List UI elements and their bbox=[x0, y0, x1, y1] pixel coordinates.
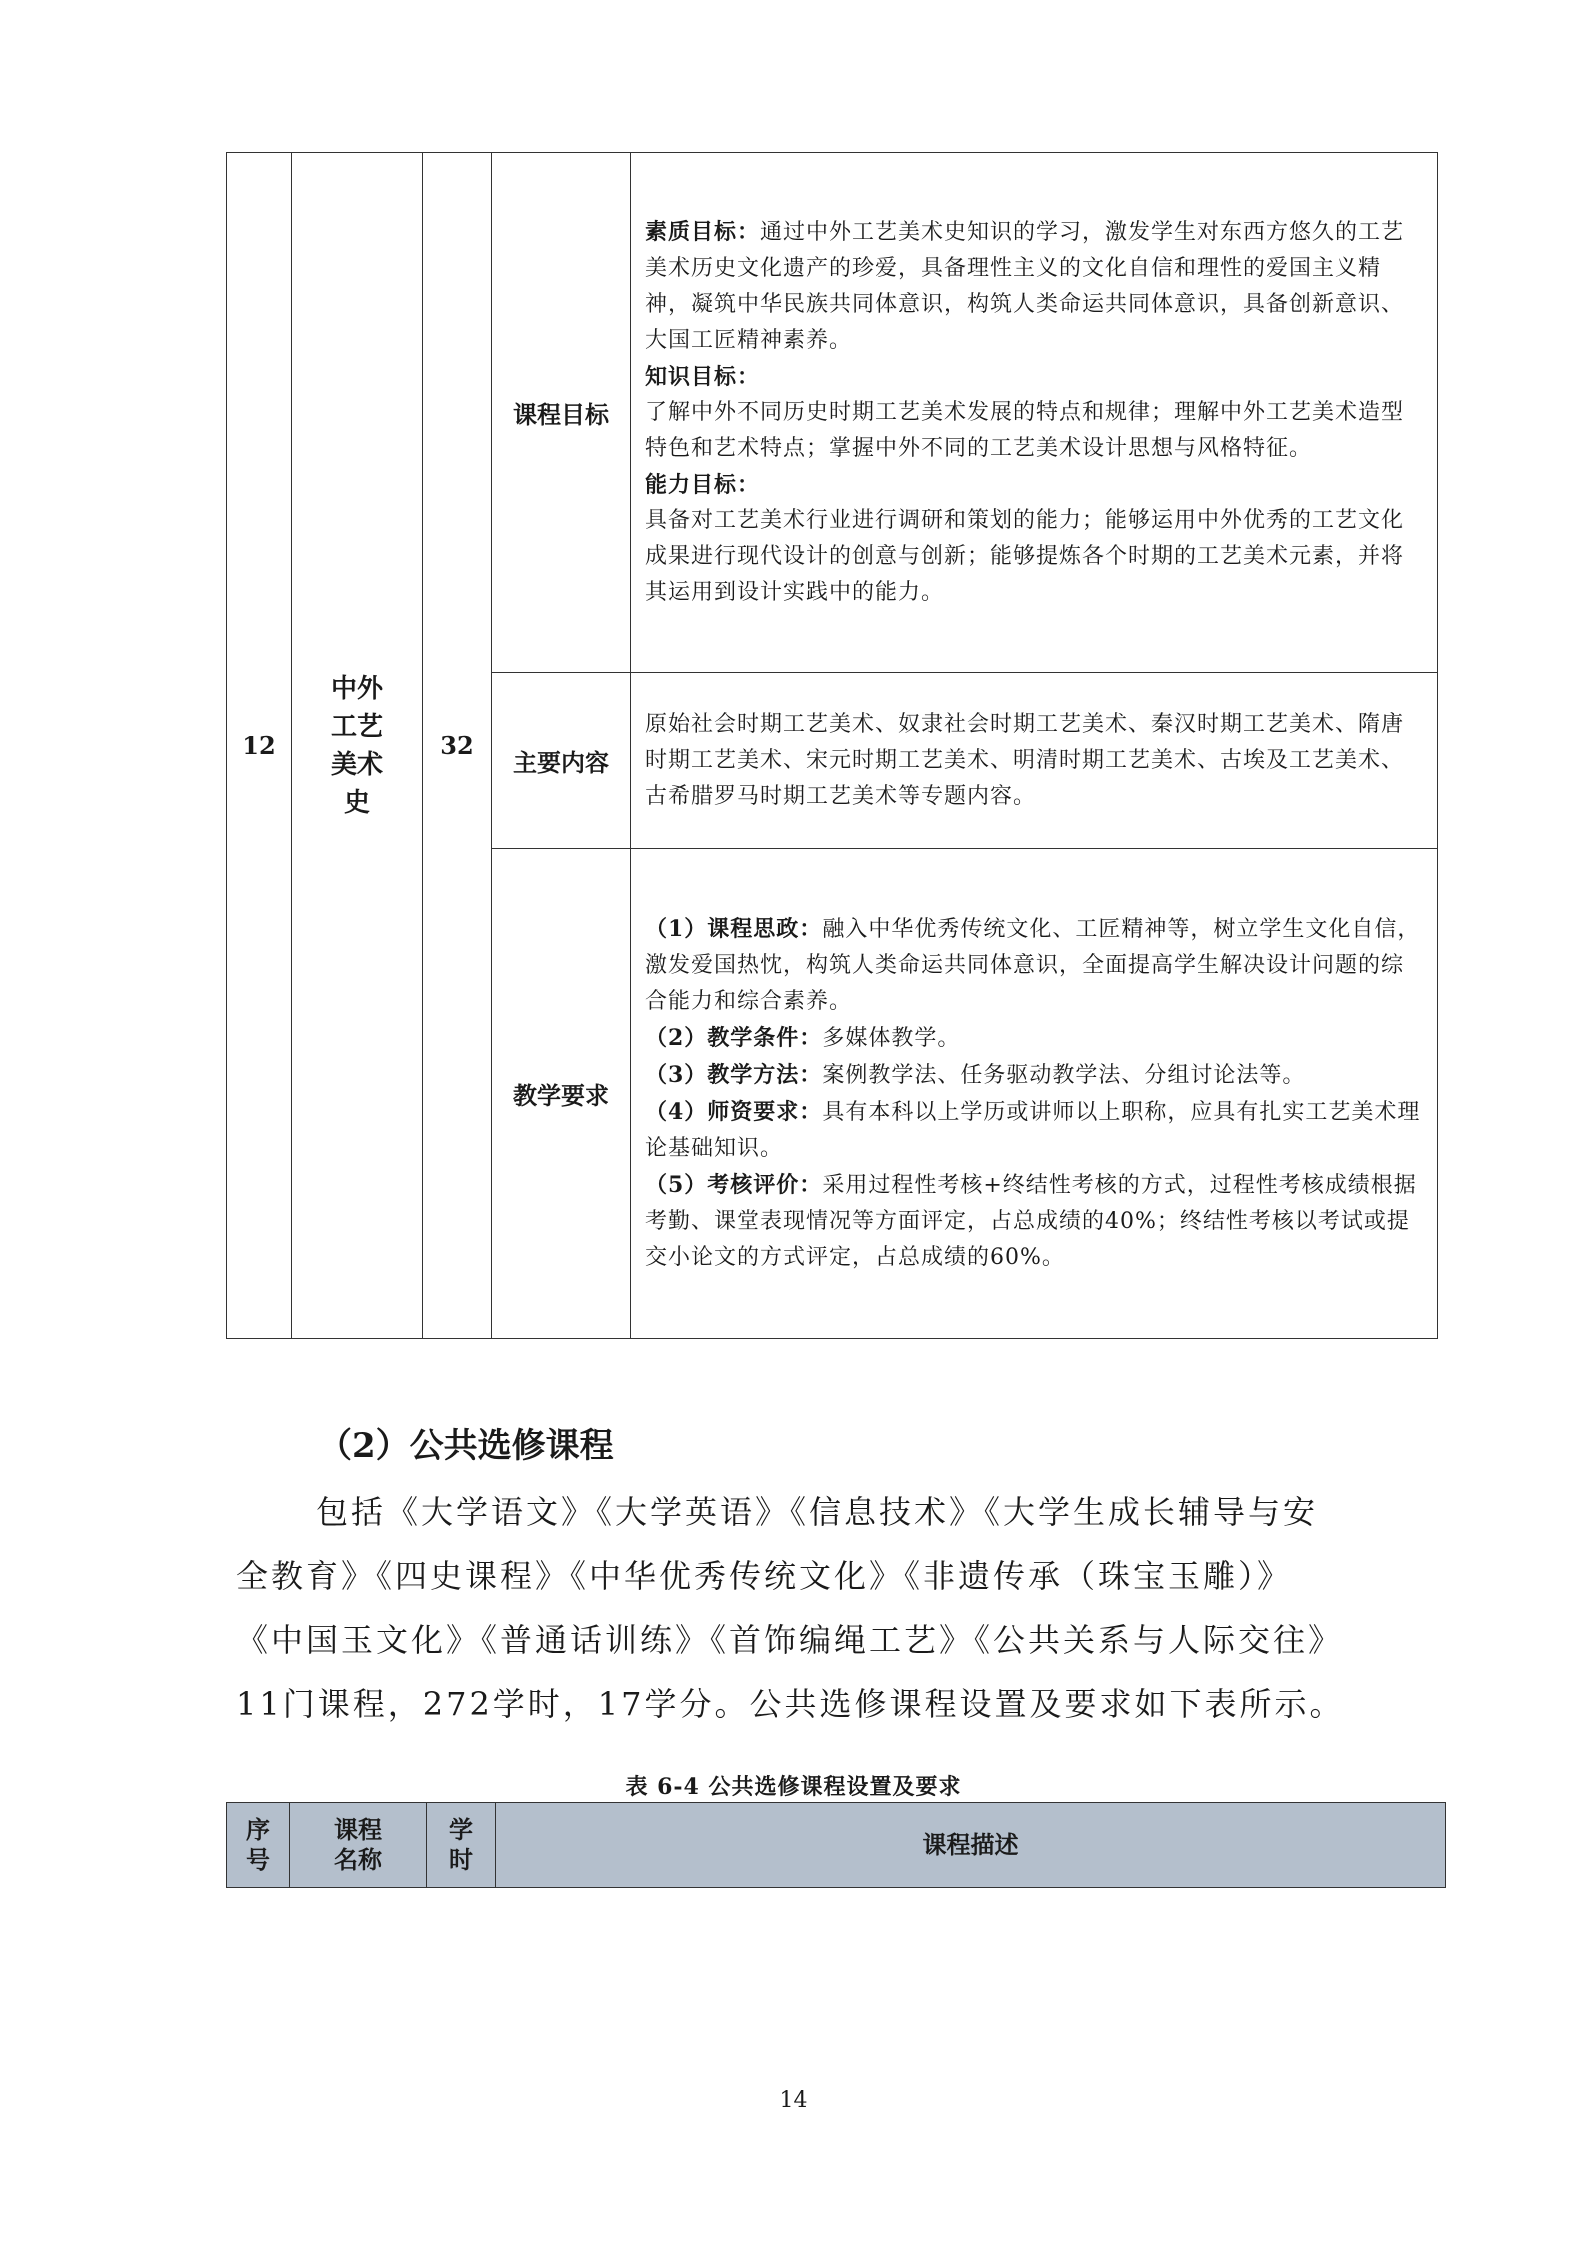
course-name-text: 中外工艺美术史 bbox=[330, 673, 383, 818]
header-desc: 课程描述 bbox=[496, 1803, 1446, 1888]
requirement-text: 多媒体教学。 bbox=[822, 1026, 961, 1051]
content-text: 原始社会时期工艺美术、奴隶社会时期工艺美术、秦汉时期工艺美术、隋唐时期工艺美术、宋元时期工艺美术、明清时期工艺美术、古埃及工艺美术、古希腊罗马时期工艺美术等专题内容。 bbox=[631, 673, 1438, 849]
header-hours bbox=[427, 1803, 496, 1888]
objectives-row bbox=[227, 153, 1438, 673]
course-name bbox=[292, 153, 423, 1339]
requirement-title: （3）教学方法： bbox=[645, 1062, 823, 1088]
objective-title: 素质目标： bbox=[645, 219, 761, 245]
section-body bbox=[236, 1480, 1436, 1736]
header-num bbox=[227, 1803, 290, 1888]
content-label: 主要内容 bbox=[492, 673, 631, 849]
requirement-item bbox=[645, 1020, 1423, 1057]
requirement-item bbox=[645, 1094, 1423, 1167]
requirement-title: （2）教学条件： bbox=[645, 1025, 823, 1051]
body-line: 全教育》《四史课程》《中华优秀传统文化》《非遗传承（珠宝玉雕）》 bbox=[236, 1557, 1293, 1595]
objectives-label: 课程目标 bbox=[492, 153, 631, 673]
table-caption: 表 6-4 公共选修课程设置及要求 bbox=[625, 1774, 962, 1800]
body-line: 包括《大学语文》《大学英语》《信息技术》《大学生成长辅导与安 bbox=[316, 1493, 1319, 1531]
requirement-text: 采用过程性考核+终结性考核的方式，过程性考核成绩根据考勤、课堂表现情况等方面评定，占总成绩的40%；终结性考核以考试或提交小论文的方式评定，占总成绩的60%。 bbox=[645, 1173, 1417, 1270]
requirement-text: 融入中华优秀传统文化、工匠精神等，树立学生文化自信，激发爱国热忱，构筑人类命运共同体意识，全面提高学生解决设计问题的综合能力和综合素养。 bbox=[645, 917, 1421, 1014]
requirements-label: 教学要求 bbox=[492, 849, 631, 1339]
objective-ability bbox=[645, 467, 1423, 611]
header-num-text: 序号 bbox=[246, 1815, 270, 1874]
objective-text: 通过中外工艺美术史知识的学习，激发学生对东西方悠久的工艺美术历史文化遗产的珍爱，具备理性主义的文化自信和理性的爱国主义精神，凝筑中华民族共同体意识，构筑人类命运共同体意识，具备创新意识、大国工匠精神素养。 bbox=[645, 220, 1405, 353]
objective-quality bbox=[645, 214, 1423, 359]
requirement-item bbox=[645, 1057, 1423, 1094]
requirement-text: 案例教学法、任务驱动教学法、分组讨论法等。 bbox=[822, 1063, 1306, 1088]
elective-table-header bbox=[226, 1802, 1446, 1888]
requirement-item bbox=[645, 1167, 1423, 1276]
requirement-title: （4）师资要求： bbox=[645, 1099, 823, 1125]
requirement-title: （5）考核评价： bbox=[645, 1172, 823, 1198]
objective-text: 了解中外不同历史时期工艺美术发展的特点和规律；理解中外工艺美术造型特色和艺术特点；掌握中外不同的工艺美术设计思想与风格特征。 bbox=[645, 400, 1405, 461]
requirements-cell bbox=[631, 849, 1438, 1339]
header-row bbox=[227, 1803, 1446, 1888]
requirement-text: 具有本科以上学历或讲师以上职称，应具有扎实工艺美术理论基础知识。 bbox=[645, 1100, 1421, 1161]
section-heading: （2）公共选修课程 bbox=[318, 1426, 614, 1466]
header-name-text: 课程名称 bbox=[334, 1815, 382, 1874]
objective-title: 知识目标： bbox=[645, 364, 761, 390]
requirement-title: （1）课程思政： bbox=[645, 916, 823, 942]
course-hours: 32 bbox=[423, 153, 492, 1339]
header-hours-text: 学时 bbox=[449, 1815, 473, 1874]
course-table bbox=[226, 152, 1438, 1339]
objective-text: 具备对工艺美术行业进行调研和策划的能力；能够运用中外优秀的工艺文化成果进行现代设计的创意与创新；能够提炼各个时期的工艺美术元素，并将其运用到设计实践中的能力。 bbox=[645, 508, 1405, 605]
objective-knowledge bbox=[645, 359, 1423, 467]
objectives-cell bbox=[631, 153, 1438, 673]
objective-title: 能力目标： bbox=[645, 472, 761, 498]
requirement-item bbox=[645, 911, 1423, 1020]
body-line: 11门课程，272学时，17学分。公共选修课程设置及要求如下表所示。 bbox=[236, 1685, 1345, 1723]
body-line: 《中国玉文化》《普通话训练》《首饰编绳工艺》《公共关系与人际交往》 bbox=[236, 1621, 1344, 1659]
course-number: 12 bbox=[227, 153, 292, 1339]
header-name bbox=[290, 1803, 427, 1888]
page-number: 14 bbox=[779, 2088, 808, 2113]
